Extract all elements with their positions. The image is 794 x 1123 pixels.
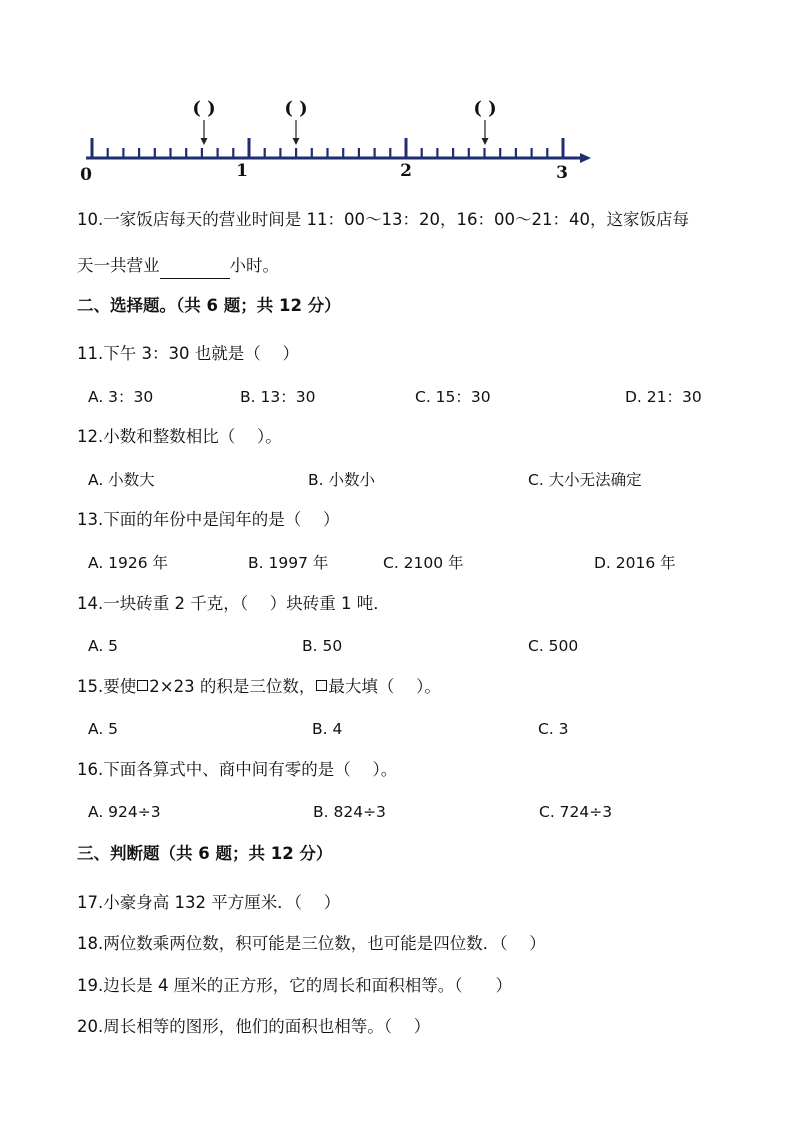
q14-option-b[interactable]: B. 50 — [302, 637, 343, 655]
question-12: 12.小数和整数相比（ ）。 — [77, 427, 282, 446]
q13-option-c[interactable]: C. 2100 年 — [383, 554, 464, 572]
section-2-heading: 二、选择题。（共 6 题；共 12 分） — [77, 296, 341, 315]
question-19: 19.边长是 4 厘米的正方形，它的周长和面积相等。（ ） — [77, 976, 512, 995]
pointer-arrowhead-2 — [293, 138, 300, 145]
number-line-arrowhead — [580, 153, 591, 163]
q12-option-b[interactable]: B. 小数小 — [308, 471, 375, 489]
answer-bracket-2[interactable]: ( ) — [284, 98, 308, 119]
q13-option-a[interactable]: A. 1926 年 — [88, 554, 169, 572]
q15-option-c[interactable]: C. 3 — [538, 720, 569, 738]
question-10-text-after: 小时。 — [229, 256, 279, 275]
q16-option-b[interactable]: B. 824÷3 — [313, 803, 386, 821]
question-10-answer-blank[interactable] — [160, 254, 230, 279]
number-line-label-3: 3 — [556, 163, 568, 183]
blank-box-icon — [137, 680, 148, 691]
q13-option-b[interactable]: B. 1997 年 — [248, 554, 329, 572]
question-13: 13.下面的年份中是闰年的是（ ） — [77, 510, 340, 529]
q14-option-c[interactable]: C. 500 — [528, 637, 579, 655]
q11-option-a[interactable]: A. 3：30 — [88, 388, 154, 406]
q12-option-c[interactable]: C. 大小无法确定 — [528, 471, 642, 489]
q11-option-c[interactable]: C. 15：30 — [415, 388, 491, 406]
q13-option-d[interactable]: D. 2016 年 — [594, 554, 676, 572]
q15-option-b[interactable]: B. 4 — [312, 720, 343, 738]
number-line-figure — [80, 92, 600, 184]
question-10-text-before: 天一共营业 — [77, 256, 160, 275]
number-line-label-1: 1 — [236, 161, 248, 181]
q11-option-d[interactable]: D. 21：30 — [625, 388, 702, 406]
question-17: 17.小豪身高 132 平方厘米．（ ） — [77, 893, 341, 912]
q16-option-a[interactable]: A. 924÷3 — [88, 803, 161, 821]
q16-option-c[interactable]: C. 724÷3 — [539, 803, 613, 821]
question-15-text-before: 15.要使 — [77, 677, 137, 696]
q11-option-b[interactable]: B. 13：30 — [240, 388, 316, 406]
question-10-line-2 — [77, 254, 279, 279]
number-line-ticks — [92, 138, 563, 158]
number-line-pointers — [201, 120, 489, 145]
question-15-text-after: 最大填（ ）。 — [328, 677, 441, 696]
question-10-line-1: 10.一家饭店每天的营业时间是 11：00～13：20，16：00～21：40，这家饭店每 — [77, 210, 689, 229]
question-14: 14.一块砖重 2 千克，（ ）块砖重 1 吨． — [77, 594, 390, 613]
number-line-brackets — [192, 98, 496, 119]
answer-bracket-1[interactable]: ( ) — [192, 98, 216, 119]
number-line-label-2: 2 — [400, 161, 412, 181]
number-line-labels — [80, 161, 568, 184]
pointer-arrowhead-1 — [201, 138, 208, 145]
question-16: 16.下面各算式中、商中间有零的是（ ）。 — [77, 760, 398, 779]
question-11: 11.下午 3：30 也就是（ ） — [77, 344, 299, 363]
answer-bracket-3[interactable]: ( ) — [473, 98, 497, 119]
q14-option-a[interactable]: A. 5 — [88, 637, 119, 655]
question-15-text-mid: 2×23 的积是三位数， — [149, 677, 316, 696]
question-15 — [77, 675, 441, 699]
question-18: 18.两位数乘两位数，积可能是三位数，也可能是四位数．（ ） — [77, 934, 546, 953]
section-3-heading: 三、判断题（共 6 题；共 12 分） — [77, 844, 333, 863]
question-20: 20.周长相等的图形，他们的面积也相等。（ ） — [77, 1017, 431, 1036]
pointer-arrowhead-3 — [482, 138, 489, 145]
blank-box-icon — [316, 680, 327, 691]
number-line-label-0: 0 — [80, 165, 92, 184]
q15-option-a[interactable]: A. 5 — [88, 720, 119, 738]
q12-option-a[interactable]: A. 小数大 — [88, 471, 155, 489]
